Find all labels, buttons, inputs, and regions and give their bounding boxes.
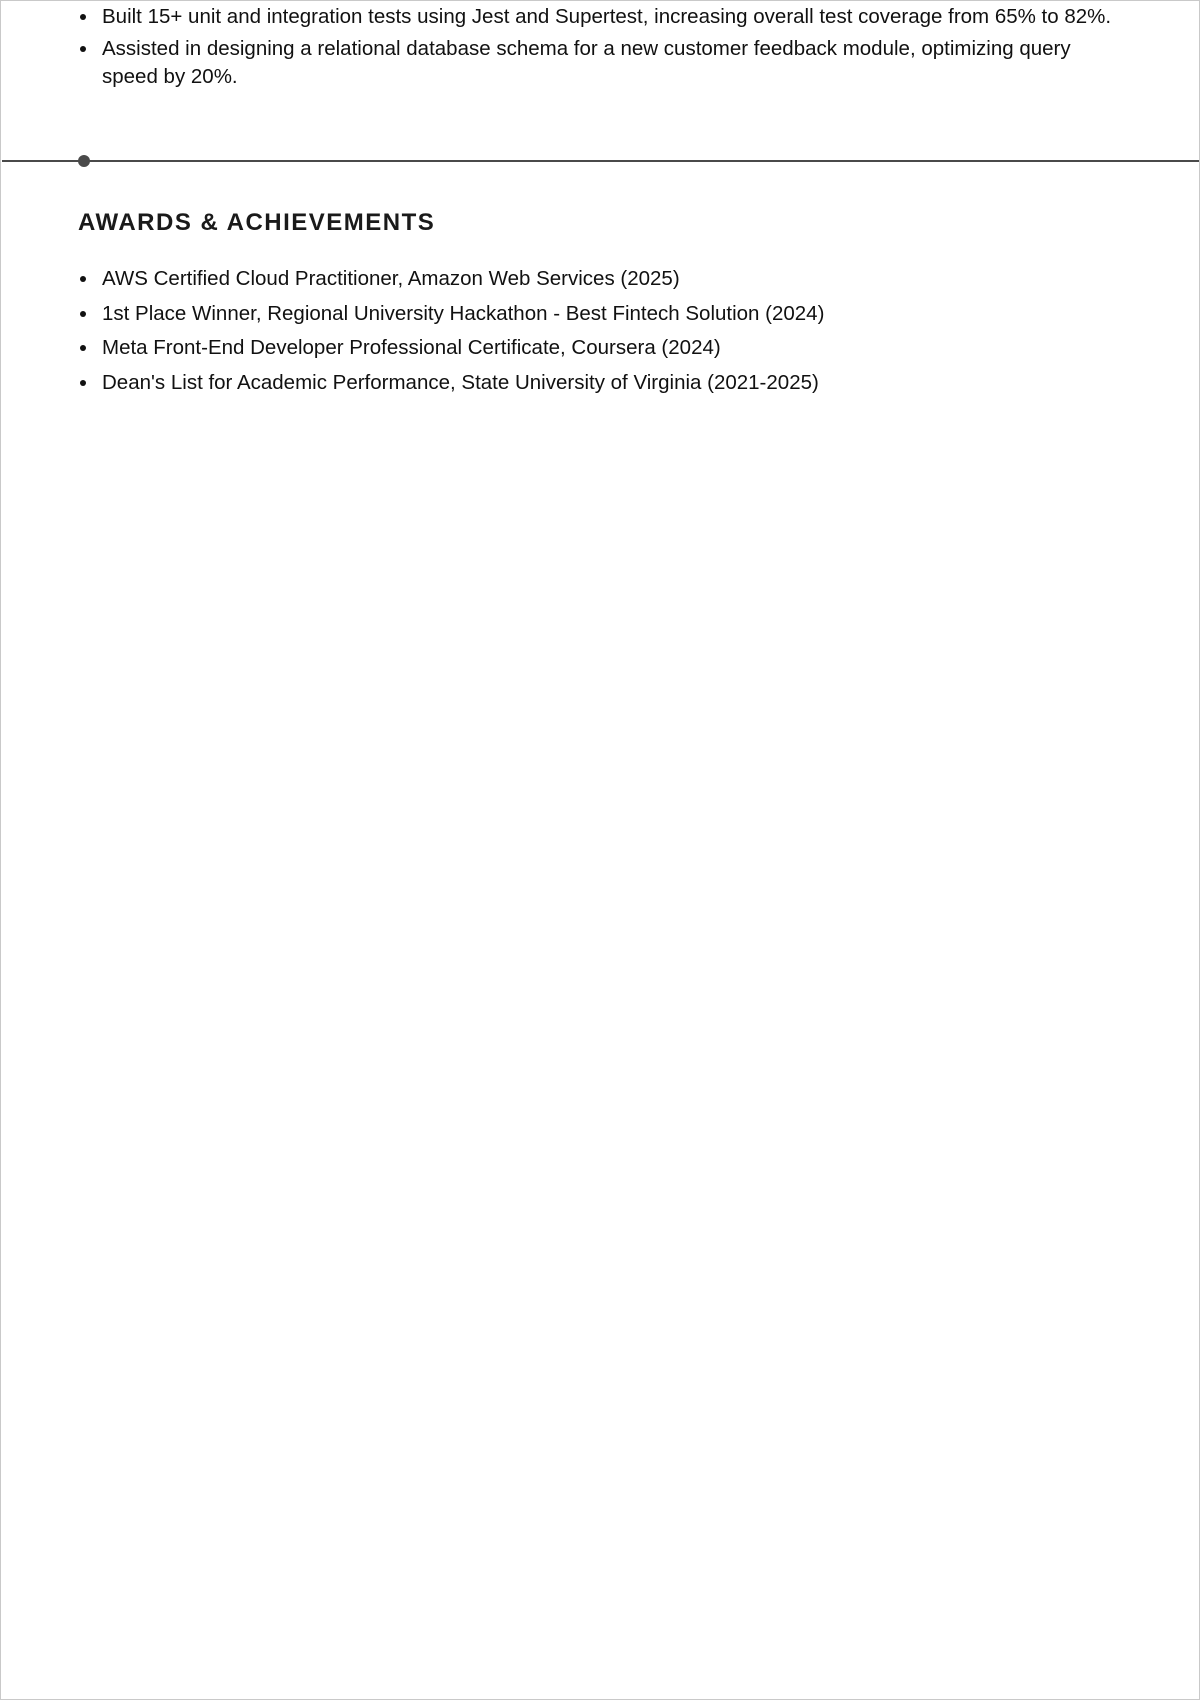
experience-bullet: Assisted in designing a relational database schema for a new customer feedback module, optimizing query speed by 20%. — [78, 35, 1128, 91]
award-item: AWS Certified Cloud Practitioner, Amazon Web Services (2025) — [78, 265, 1128, 293]
award-item: 1st Place Winner, Regional University Hackathon - Best Fintech Solution (2024) — [78, 300, 1128, 328]
awards-list — [78, 265, 1128, 403]
award-item: Meta Front-End Developer Professional Certificate, Coursera (2024) — [78, 334, 1128, 362]
experience-bullet-list — [78, 3, 1128, 95]
award-item: Dean's List for Academic Performance, State University of Virginia (2021-2025) — [78, 369, 1128, 397]
divider-dot-icon — [78, 155, 90, 167]
experience-bullet: Built 15+ unit and integration tests using Jest and Supertest, increasing overall test coverage from 65% to 82%. — [78, 3, 1128, 31]
awards-section-title: AWARDS & ACHIEVEMENTS — [78, 209, 436, 236]
section-divider — [2, 160, 1199, 162]
